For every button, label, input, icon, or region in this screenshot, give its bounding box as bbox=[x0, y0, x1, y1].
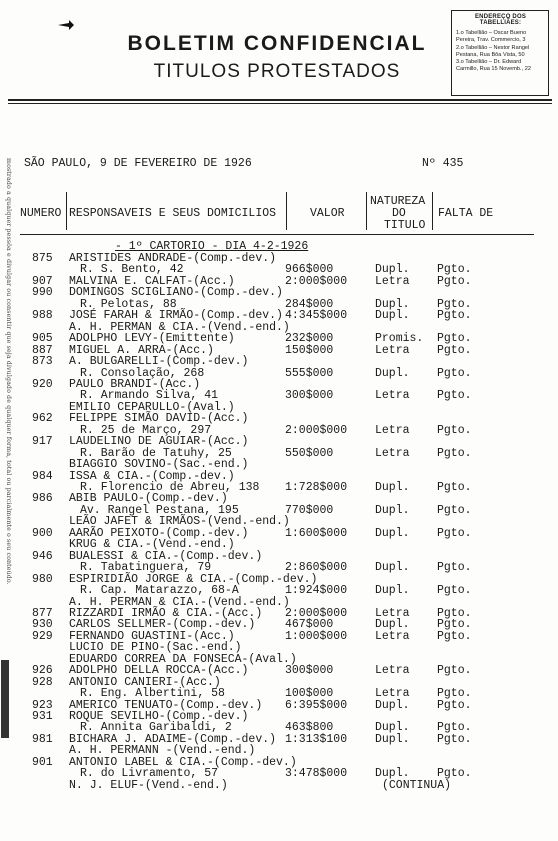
table-row bbox=[0, 756, 540, 767]
row-number: 988 bbox=[32, 309, 53, 323]
row-title-type: Dupl. bbox=[375, 767, 410, 781]
row-title-type: Dupl. bbox=[375, 721, 410, 735]
table-row bbox=[0, 389, 540, 403]
row-value: 1:600$000 bbox=[285, 526, 348, 540]
row-value: 4:345$000 bbox=[285, 309, 348, 323]
row-name: LEÃO JAFET & IRMÃOS-(Vend.-end.) bbox=[69, 515, 290, 529]
header-rule bbox=[8, 103, 552, 104]
row-title-type: Letra bbox=[375, 664, 410, 678]
col-natureza-do: DO bbox=[392, 207, 406, 220]
row-value: 1:924$000 bbox=[285, 584, 348, 598]
row-value: 463$800 bbox=[285, 721, 334, 735]
table-row bbox=[0, 618, 540, 632]
row-name: Av. Rangel Pestana, 195 bbox=[80, 503, 239, 517]
row-name: R. Annita Garibaldi, 2 bbox=[80, 721, 232, 735]
address-line: Pestana, Rua Bôa Vista, 50 bbox=[456, 51, 525, 58]
row-name: KRUG & CIA.-(Vend.-end.) bbox=[69, 538, 235, 552]
side-note-text: mostrado a qualquer pessôa e divulgar ou consentir que seja divulgado de qualquer forma, total ou parcialmente o seu conteúdo. bbox=[5, 158, 12, 585]
row-value: 467$000 bbox=[285, 618, 334, 632]
row-falta: Pgto. bbox=[437, 526, 472, 540]
row-title-type: Dupl. bbox=[375, 309, 410, 323]
row-name: RIZZARDI IRMÃO & CIA.-(Acc.) bbox=[69, 606, 263, 620]
row-name: ANTONIO LABEL & CIA.-(Comp.-dev.) bbox=[69, 755, 297, 769]
row-name: A. H. PERMAN & CIA.-(Vend.-end.) bbox=[69, 320, 290, 334]
row-number: 931 bbox=[32, 710, 53, 723]
row-title-type: Dupl. bbox=[375, 297, 410, 311]
row-name: MIGUEL A. ARRA-(Acc.) bbox=[69, 343, 214, 357]
row-name: JOSÉ FARAH & IRMÃO-(Comp.-dev.) bbox=[69, 309, 283, 323]
table-row bbox=[0, 596, 540, 607]
row-number: 877 bbox=[32, 606, 53, 620]
table-row bbox=[0, 779, 540, 790]
col-natureza: NATUREZA bbox=[370, 195, 426, 208]
row-name: R. Florencio de Abreu, 138 bbox=[80, 481, 260, 494]
row-name: ESPIRIDIÃO JORGE & CIA.-(Comp.-dev.) bbox=[69, 572, 318, 586]
row-number: 901 bbox=[32, 755, 53, 769]
table-row bbox=[0, 515, 540, 529]
col-falta: FALTA DE bbox=[438, 207, 494, 220]
address-line: 1.o Tabellião – Oscar Bueno bbox=[456, 30, 527, 36]
row-value: 2:000$000 bbox=[285, 423, 348, 437]
row-name: ANTONIO CANIERI-(Acc.) bbox=[69, 675, 221, 689]
row-title-type: Letra bbox=[375, 446, 410, 460]
row-value: 3:478$000 bbox=[285, 767, 348, 781]
row-title-type: Letra bbox=[375, 274, 410, 288]
row-value: 6:395$000 bbox=[285, 698, 348, 712]
row-name: PAULO BRANDI-(Acc.) bbox=[69, 377, 201, 391]
column-divider bbox=[286, 192, 287, 230]
address-line: 2.o Tabellião – Nestor Rangel bbox=[456, 44, 530, 51]
row-falta: Pgto. bbox=[437, 274, 472, 288]
row-name: ROQUE SEVILHO-(Comp.-dev.) bbox=[69, 710, 249, 723]
section-title: - 1º CARTORIO - DIA 4-2-1926 bbox=[115, 240, 309, 253]
row-name: ARISTIDES ANDRADE-(Comp.-dev.) bbox=[69, 252, 277, 265]
table-row bbox=[0, 458, 540, 472]
row-name: LAUDELINO DE AGUIAR-(Acc.) bbox=[69, 435, 249, 449]
table-row bbox=[0, 687, 540, 701]
notary-address-box bbox=[451, 10, 549, 96]
row-falta: Pgto. bbox=[437, 732, 472, 746]
row-value: 550$000 bbox=[285, 446, 334, 460]
bulletin-subtitle: TITULOS PROTESTADOS bbox=[153, 61, 401, 82]
row-falta: Pgto. bbox=[437, 664, 472, 678]
table-row bbox=[0, 653, 540, 664]
row-number: 875 bbox=[32, 252, 53, 265]
row-value: 966$000 bbox=[285, 263, 334, 277]
column-divider bbox=[432, 192, 433, 230]
row-falta: Pgto. bbox=[437, 503, 472, 517]
row-name: LUCIO DE PINO-(Sac.-end.) bbox=[69, 641, 242, 655]
row-value: 1:000$000 bbox=[285, 629, 348, 643]
row-number: 905 bbox=[32, 332, 53, 346]
row-falta: Pgto. bbox=[437, 721, 472, 735]
table-row bbox=[0, 561, 540, 575]
table-row bbox=[0, 699, 540, 710]
row-title-type: Letra bbox=[375, 629, 410, 643]
table-row bbox=[0, 470, 540, 481]
row-title-type: Dupl. bbox=[375, 584, 410, 598]
row-name: MALVINA E. CALFAT-(Acc.) bbox=[69, 274, 235, 288]
table-row bbox=[0, 263, 540, 277]
row-name: AMERICO TENUATO-(Comp.-dev.) bbox=[69, 698, 263, 712]
row-title-type: Dupl. bbox=[375, 561, 410, 575]
table-row bbox=[0, 321, 540, 332]
table-row bbox=[0, 367, 540, 378]
row-number: 981 bbox=[32, 732, 53, 746]
table-row bbox=[0, 378, 540, 389]
dateline: SÃO PAULO, 9 DE FEVEREIRO DE 1926 bbox=[24, 157, 252, 170]
table-row bbox=[0, 721, 540, 735]
row-number: 926 bbox=[32, 664, 53, 678]
row-number: 962 bbox=[32, 412, 53, 426]
row-name: N. J. ELUF-(Vend.-end.) bbox=[69, 778, 228, 792]
row-number: 923 bbox=[32, 698, 53, 712]
row-title-type: (CONTINUA) bbox=[382, 778, 452, 792]
row-falta: Pgto. bbox=[437, 618, 472, 632]
row-name: FELIPPE SIMÃO DAVID-(Acc.) bbox=[69, 412, 249, 426]
table-row bbox=[0, 435, 540, 449]
row-title-type: Letra bbox=[375, 343, 410, 357]
table-row bbox=[0, 252, 540, 263]
row-name: BUALESSI & CIA.-(Comp.-dev.) bbox=[69, 549, 263, 563]
table-row bbox=[0, 286, 540, 300]
row-value: 2:860$000 bbox=[285, 561, 348, 575]
row-number: 917 bbox=[32, 435, 53, 449]
row-name: DOMINGOS SCIGLIANO-(Comp.-dev.) bbox=[69, 286, 283, 300]
row-falta: Pgto. bbox=[437, 389, 472, 403]
table-row bbox=[0, 744, 540, 758]
address-line: Carmillo, Rua 15 Novemb., 22 bbox=[456, 66, 531, 73]
table-row bbox=[0, 355, 540, 369]
row-falta: Pgto. bbox=[437, 332, 472, 346]
row-title-type: Dupl. bbox=[375, 263, 410, 277]
table-row bbox=[0, 447, 540, 458]
column-divider bbox=[66, 192, 67, 230]
row-name: A. H. PERMAN & CIA.-(Vend.-end.) bbox=[69, 595, 290, 609]
row-name: A. BULGARELLI-(Comp.-dev.) bbox=[69, 355, 249, 369]
table-row bbox=[0, 309, 540, 323]
row-falta: Pgto. bbox=[437, 423, 472, 437]
row-name: R. S. Bento, 42 bbox=[80, 263, 184, 277]
row-name: BICHARA J. ADAIME-(Comp.-dev.) bbox=[69, 732, 277, 746]
table-row bbox=[0, 550, 540, 561]
row-value: 1:728$000 bbox=[285, 481, 348, 494]
row-name: R. Cap. Matarazzo, 68-A bbox=[80, 584, 239, 598]
row-value: 150$000 bbox=[285, 343, 334, 357]
arrow-mark-icon bbox=[58, 20, 74, 30]
row-falta: Pgto. bbox=[437, 698, 472, 712]
row-title-type: Promis. bbox=[375, 332, 424, 346]
row-number: 946 bbox=[32, 549, 53, 563]
row-title-type: Dupl. bbox=[375, 618, 410, 632]
row-name: A. H. PERMANN -(Vend.-end.) bbox=[69, 744, 256, 758]
table-row bbox=[0, 733, 540, 744]
row-title-type: Dupl. bbox=[375, 366, 410, 380]
row-number: 929 bbox=[32, 629, 53, 643]
table-row bbox=[0, 584, 540, 598]
row-value: 100$000 bbox=[285, 687, 334, 701]
row-value: 232$000 bbox=[285, 332, 334, 346]
address-line: Pereira, Trav. Commercio, 3 bbox=[456, 37, 526, 44]
table-row bbox=[0, 298, 540, 309]
header-underline bbox=[20, 234, 534, 235]
table-row bbox=[0, 344, 540, 355]
table-row bbox=[0, 424, 540, 435]
row-falta: Pgto. bbox=[437, 767, 472, 781]
row-name: EDUARDO CORREA DA FONSECA-(Aval.) bbox=[69, 652, 297, 666]
row-name: R. do Livramento, 57 bbox=[80, 767, 219, 781]
row-name: R. Eng. Albertini, 58 bbox=[80, 687, 225, 701]
table-row bbox=[0, 607, 540, 618]
row-number: 907 bbox=[32, 274, 53, 288]
address-line: 3.o Tabellião – Dr. Edward bbox=[456, 59, 522, 66]
row-title-type: Letra bbox=[375, 606, 410, 620]
row-name: BIAGGIO SOVINO-(Sac.-end.) bbox=[69, 458, 249, 472]
column-divider bbox=[366, 192, 367, 230]
row-name: ADOLPHO LEVY-(Emittente) bbox=[69, 332, 235, 346]
row-number: 873 bbox=[32, 355, 53, 369]
table-row bbox=[0, 527, 540, 538]
row-value: 770$000 bbox=[285, 503, 334, 517]
row-number: 920 bbox=[32, 377, 53, 391]
row-falta: Pgto. bbox=[437, 309, 472, 323]
row-falta: Pgto. bbox=[437, 481, 472, 494]
row-falta: Pgto. bbox=[437, 343, 472, 357]
row-name: R. 25 de Março, 297 bbox=[80, 423, 212, 437]
table-row bbox=[0, 767, 540, 781]
row-value: 2:000$000 bbox=[285, 274, 348, 288]
row-number: 986 bbox=[32, 492, 53, 506]
address-box-title: ENDEREÇO DOS TABELLIÃES: bbox=[474, 14, 527, 26]
table-row bbox=[0, 275, 540, 286]
row-title-type: Letra bbox=[375, 389, 410, 403]
row-name: R. Consolação, 268 bbox=[80, 366, 205, 380]
row-number: 990 bbox=[32, 286, 53, 300]
row-number: 928 bbox=[32, 675, 53, 689]
row-name: ABIB PAULO-(Comp.-dev.) bbox=[69, 492, 228, 506]
row-name: R. Pelotas, 88 bbox=[80, 297, 177, 311]
table-row bbox=[0, 412, 540, 426]
column-header bbox=[20, 192, 532, 232]
table-row bbox=[0, 664, 540, 678]
row-value: 300$000 bbox=[285, 389, 334, 403]
row-number: 980 bbox=[32, 572, 53, 586]
row-title-type: Dupl. bbox=[375, 503, 410, 517]
table-row bbox=[0, 492, 540, 506]
row-title-type: Letra bbox=[375, 687, 410, 701]
row-value: 284$000 bbox=[285, 297, 334, 311]
row-falta: Pgto. bbox=[437, 263, 472, 277]
row-name: FERNANDO GUASTINI-(Acc.) bbox=[69, 629, 235, 643]
row-name: EMILIO CEPARULLO-(Aval.) bbox=[69, 400, 235, 414]
row-number: 887 bbox=[32, 343, 53, 357]
issue-number: Nº 435 bbox=[422, 157, 464, 170]
table-row bbox=[0, 573, 540, 584]
table-row bbox=[0, 538, 540, 552]
row-title-type: Dupl. bbox=[375, 481, 410, 494]
row-falta: Pgto. bbox=[437, 366, 472, 380]
row-title-type: Letra bbox=[375, 423, 410, 437]
row-title-type: Dupl. bbox=[375, 698, 410, 712]
table-row bbox=[0, 481, 540, 492]
row-name: R. Armando Silva, 41 bbox=[80, 389, 219, 403]
row-number: 900 bbox=[32, 526, 53, 540]
row-title-type: Dupl. bbox=[375, 732, 410, 746]
table-row bbox=[0, 504, 540, 515]
row-falta: Pgto. bbox=[437, 297, 472, 311]
col-numero: NUMERO bbox=[20, 207, 62, 220]
bulletin-title: BOLETIM CONFIDENCIAL bbox=[127, 32, 427, 55]
header-rule bbox=[8, 99, 552, 101]
row-name: R. Barão de Tatuhy, 25 bbox=[80, 446, 232, 460]
col-valor: VALOR bbox=[310, 207, 345, 220]
row-title-type: Dupl. bbox=[375, 526, 410, 540]
row-value: 555$000 bbox=[285, 366, 334, 380]
table-row bbox=[0, 332, 540, 346]
col-natureza-titulo: TITULO bbox=[384, 219, 426, 232]
col-responsaveis: RESPONSAVEIS E SEUS DOMICILIOS bbox=[69, 207, 277, 220]
row-falta: Pgto. bbox=[437, 584, 472, 598]
row-name: CARLOS SELLMER-(Comp.-dev.) bbox=[69, 618, 256, 632]
row-falta: Pgto. bbox=[437, 446, 472, 460]
row-name: AARÃO PEIXOTO-(Comp.-dev.) bbox=[69, 526, 249, 540]
table-row bbox=[0, 401, 540, 412]
row-number: 930 bbox=[32, 618, 53, 632]
row-falta: Pgto. bbox=[437, 629, 472, 643]
table-row bbox=[0, 676, 540, 687]
row-number: 984 bbox=[32, 469, 53, 483]
row-name: R. Tabatinguera, 79 bbox=[80, 561, 212, 575]
row-falta: Pgto. bbox=[437, 687, 472, 701]
row-name: ADOLPHO DELLA ROCCA-(Acc.) bbox=[69, 664, 249, 678]
row-value: 2:000$000 bbox=[285, 606, 348, 620]
table-row bbox=[0, 630, 540, 641]
table-row bbox=[0, 710, 540, 721]
row-falta: Pgto. bbox=[437, 606, 472, 620]
row-falta: Pgto. bbox=[437, 561, 472, 575]
row-name: ISSA & CIA.-(Comp.-dev.) bbox=[69, 469, 235, 483]
row-value: 300$000 bbox=[285, 664, 334, 678]
table-row bbox=[0, 641, 540, 655]
row-value: 1:313$100 bbox=[285, 732, 348, 746]
